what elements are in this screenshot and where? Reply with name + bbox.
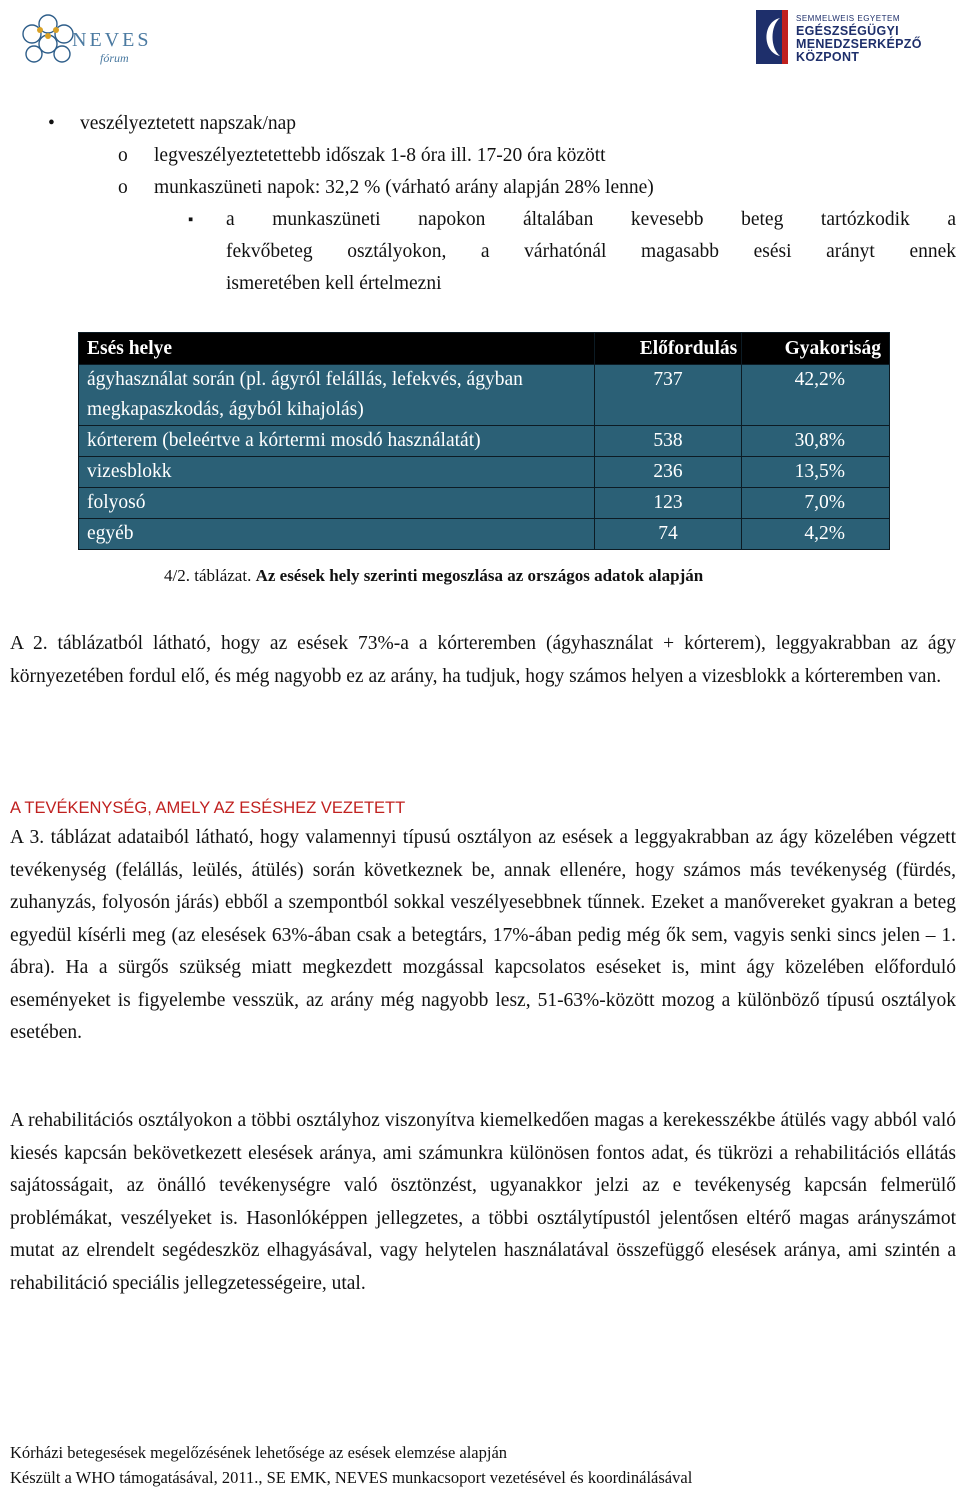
- table-row: [79, 519, 890, 550]
- list-item: veszélyeztetett napszak/nap: [80, 113, 297, 134]
- cell-place: ágyhasználat során (pl. ágyról felállás, lefekvés, ágyban megkapaszkodás, ágyból kihajolás): [79, 365, 595, 426]
- bullet-icon: •: [48, 113, 55, 134]
- cell-freq: 4,2%: [742, 519, 890, 550]
- page-footer: [10, 1440, 692, 1490]
- cell-count: 74: [594, 519, 742, 550]
- list-subsubitem-line: a munkaszüneti napokon általában kevesebb beteg tartózkodik a: [226, 209, 956, 230]
- table-row: [79, 426, 890, 457]
- footer-line-2: Készült a WHO támogatásával, 2011., SE EMK, NEVES munkacsoport vezetésével és koordinálásával: [10, 1468, 693, 1487]
- header-place: Esés helye: [79, 333, 595, 365]
- cell-freq: 7,0%: [742, 488, 890, 519]
- cell-count: 538: [594, 426, 742, 457]
- list-subsubitem-line: fekvőbeteg osztályokon, a várhatónál magasabb esési arányt ennek: [226, 241, 956, 262]
- cell-freq: 42,2%: [742, 365, 890, 426]
- cell-count: 236: [594, 457, 742, 488]
- section-heading: A TEVÉKENYSÉG, AMELY AZ ESÉSHEZ VEZETETT: [10, 799, 406, 817]
- list-subitem: legveszélyeztetettebb időszak 1-8 óra ill. 17-20 óra között: [154, 145, 606, 166]
- paragraph-3: A rehabilitációs osztályokon a többi osztályhoz viszonyítva kiemelkedően magas a kerekesszékbe átülés vagy abból való kiesés kapcsán bekövetkezett elesések aránya, ami számunkra különösen fontos adat, és tükrözi a rehabilitációs ellátás sajátosságait, az önálló tevékenységre való ösztönzést, ugyanakkor jelzi az e tevékenység kapcsán felmerülő problémákat, veszélyeket is. Hasonlóképpen jellegzetes, a többi osztálytípustól jelentősen eltérő magas arányszámot mutat az elrendelt segédeszköz elhagyásával, vagy helytelen használatával összefüggő elesések aránya, ami szintén a rehabilitáció speciális jellegzetességeire, utal.: [10, 1110, 956, 1294]
- logo-sub: fórum: [100, 51, 129, 65]
- paragraph-2: A 3. táblázat adataiból látható, hogy valamennyi típusú osztályon az esések a leggyakrabban az ágy közelében végzett tevékenység (felállás, leülés, átülés) során következnek be, annak ellenére, hogy számos más tevékenység (fürdés, zuhanyzás, folyosón járás) ebből a szempontból sokkal veszélyesebbnek tűnnek. Ezeket a manővereket gyakran a beteg egyedül kísérli meg (az elesések 63%-ában csak a betegtárs, 17%-ában pedig még ők sem, vagyis senki sincs jelen – 1. ábra). Ha a sürgős szükség miatt megkezdett mozgással kapcsolatos eséseket is, mint ágy közelében előforduló eseményeket is figyelembe vesszük, az arány még nagyobb lesz, 51-63%-között mozog a különböző típusú osztályok esetében.: [10, 827, 956, 1043]
- cell-count: 737: [594, 365, 742, 426]
- header-freq: Gyakoriság: [742, 333, 890, 365]
- logo-line-4: KÖZPONT: [796, 50, 860, 64]
- table-row: [79, 457, 890, 488]
- cell-place: vizesblokk: [79, 457, 595, 488]
- cell-place: kórterem (beleértve a kórtermi mosdó használatát): [79, 426, 595, 457]
- cell-place: egyéb: [79, 519, 595, 550]
- table-row: [79, 488, 890, 519]
- paragraph-1: A 2. táblázatból látható, hogy az esések 73%-a a kórteremben (ágyhasználat + kórterem), leggyakrabban az ágy környezetében fordul elő, és még nagyobb ez az arány, ha tudjuk, hogy számos helyen a vizesblokk a kórteremben van.: [10, 633, 956, 687]
- cell-freq: 30,8%: [742, 426, 890, 457]
- logo-line-2: EGÉSZSÉGÜGYI: [796, 24, 899, 38]
- logo-line-3: MENEDZSERKÉPZŐ: [796, 37, 922, 51]
- table-row: [79, 365, 890, 426]
- neves-forum-logo: [12, 6, 152, 78]
- bullet-o-icon: o: [118, 145, 128, 166]
- caption-number: 4/2. táblázat.: [164, 566, 252, 585]
- cell-count: 123: [594, 488, 742, 519]
- header-count: Előfordulás: [594, 333, 742, 365]
- logo-word: NEVES: [72, 29, 152, 51]
- semmelweis-emk-logo: [752, 8, 952, 68]
- falls-by-location-table: [78, 332, 890, 550]
- list-subsubitem-line: ismeretében kell értelmezni: [226, 273, 442, 294]
- table-caption: [164, 566, 703, 586]
- bullet-o-icon: o: [118, 177, 128, 198]
- bullet-square-icon: ▪: [188, 212, 194, 228]
- cell-place: folyosó: [79, 488, 595, 519]
- footer-line-1: Kórházi betegesések megelőzésének lehetősége az esések elemzése alapján: [10, 1443, 508, 1462]
- list-subitem: munkaszüneti napok: 32,2 % (várható arány alapján 28% lenne): [154, 177, 654, 198]
- caption-title: Az esések hely szerinti megoszlása az országos adatok alapján: [255, 566, 704, 585]
- cell-freq: 13,5%: [742, 457, 890, 488]
- emk-emblem-icon: [752, 8, 792, 66]
- table-header-row: [79, 333, 890, 365]
- logo-line-1: SEMMELWEIS EGYETEM: [796, 14, 900, 23]
